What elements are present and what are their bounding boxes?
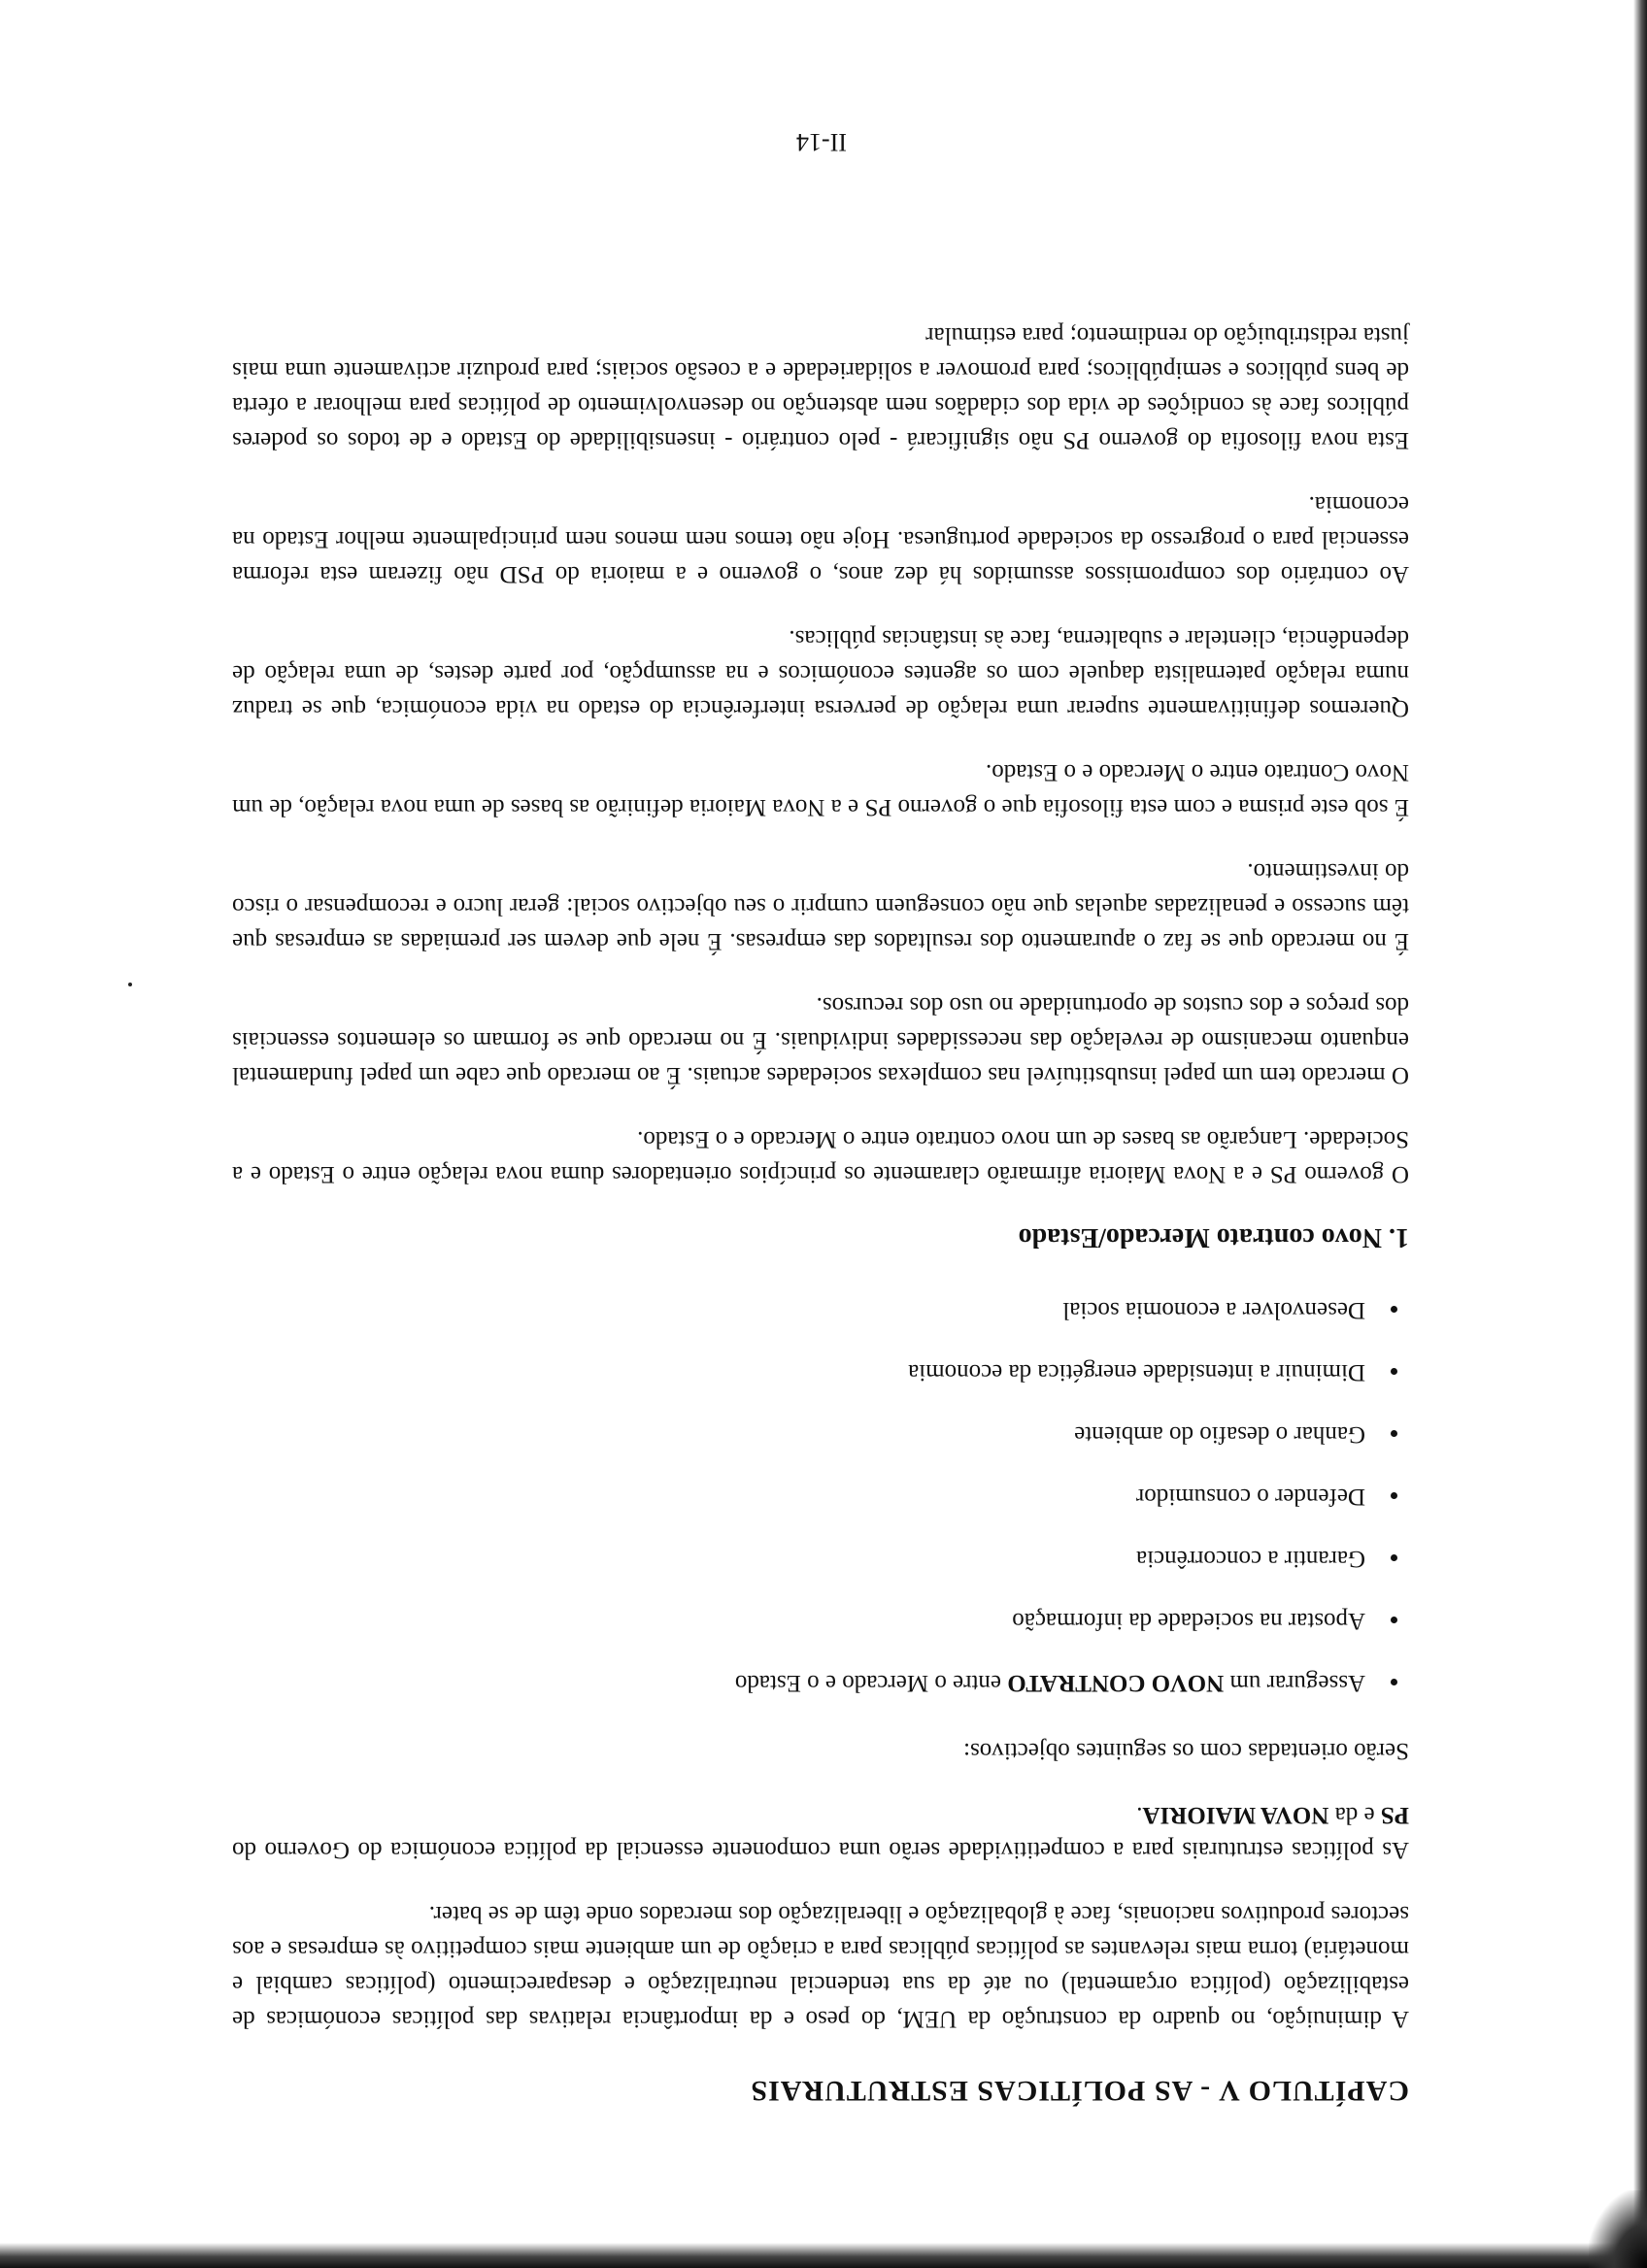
structural-policies-paragraph — [232, 1797, 1409, 1867]
list-item: Assegurar um NOVO CONTRATO entre o Mercado e o Estado — [232, 1665, 1409, 1700]
section-paragraph-6: Ao contrário dos compromissos assumidos há dez anos, o governo e a maioria do PSD não fizeram esta reforma essencial para o progresso da sociedade portuguesa. Hoje não temos nem menos nem principalmente melhor Estado na economia. — [232, 491, 1409, 588]
list-item: Ganhar o desafio do ambiente — [232, 1417, 1409, 1451]
section-paragraph-5: Queremos definitivamente superar uma relação de perversa interferência do estado na vida económica, que se traduz numa relação paternalista daquele com os agentes económicos e na assumpção, por parte destes, de uma relação de dependência, clientelar e subalterna, face às instâncias públicas. — [232, 625, 1409, 722]
list-item: Diminuir a intensidade energética da economia — [232, 1354, 1409, 1389]
structural-connector: e da — [1328, 1802, 1381, 1828]
nova-maioria-bold: NOVA MAIORIA — [1142, 1802, 1329, 1828]
scanner-edge-shadow-right — [1633, 0, 1647, 2268]
scanner-corner-shadow — [1589, 2190, 1647, 2268]
bullet-icon — [1391, 1492, 1397, 1499]
list-item: Garantir a concorrência — [232, 1541, 1409, 1576]
chapter-title: CAPÍTULO V - AS POLÍTICAS ESTRUTURAIS — [750, 2075, 1409, 2107]
bullet-icon — [1391, 1306, 1397, 1313]
section-paragraph-3: É no mercado que se faz o apuramento dos resultados das empresas. É nele que devem ser premiadas as empresas que têm sucesso e penalizadas aquelas que não conseguem cumprir o seu objectivo social: gerar lucro e recompensar o risco do investimento. — [232, 858, 1409, 955]
objectives-intro: Serão orientadas com os seguintes objectivos: — [963, 1738, 1409, 1764]
list-item: Desenvolver a economia social — [232, 1292, 1409, 1327]
objectives-list — [232, 1292, 1409, 1700]
page-number: II-14 — [796, 128, 847, 156]
section-paragraph-4: É sob este prisma e com esta filosofia que o governo PS e a Nova Maioria definirão as bases de uma nova relação, de um Novo Contrato entre o Mercado e o Estado. — [232, 759, 1409, 821]
structural-text: As políticas estruturais para a competitividade serão uma componente essencial da política económica do Governo do — [232, 1837, 1409, 1863]
list-item: Apostar na sociedade da informação — [232, 1603, 1409, 1638]
section-paragraph-2: O mercado tem um papel insubstituível nas complexas sociedades actuais. É ao mercado que cabe um papel fundamental enquanto mecanismo de revelação das necessidades individuais. É no mercado que se formam os elementos essenciais dos preços e dos custos de oportunidade no uso dos recursos. — [232, 992, 1409, 1089]
scan-speck — [128, 983, 132, 986]
section-paragraph-7: Esta nova filosofia do governo PS não significará - pelo contrário - insensibilidade do Estado e de todos os poderes públicos face às condições de vida dos cidadãos nem abstenção no desenvolvimento de políticas para melhorar a oferta de bens públicos e semipúblicos; para promover a solidariedade e a coesão sociais; para produzir activamente uma mais justa redistribuição do rendimento; para estimular — [232, 322, 1409, 454]
bullet-icon — [1391, 1430, 1397, 1437]
bullet-icon — [1391, 1368, 1397, 1375]
section-title: 1. Novo contrato Mercado/Estado — [1018, 1222, 1409, 1252]
structural-end: . — [1136, 1802, 1143, 1828]
scanner-edge-shadow-bottom — [0, 2243, 1647, 2268]
ps-bold: PS — [1380, 1802, 1409, 1828]
list-item: Defender o consumidor — [232, 1479, 1409, 1514]
bullet-icon — [1391, 1679, 1397, 1685]
page-content — [232, 288, 1409, 2108]
intro-paragraph: A diminuição, no quadro da construção da UEM, do peso e da importância relativas das políticas económicas de estabilização (política orçamental) ou até da sua tendencial neutralização e desaparecimento (políticas cambial e monetária) torna mais relevantes as políticas públicas para a criação de um ambiente mais competitivo às empresas e aos sectores produtivos nacionais, face à globalização e liberalização dos mercados onde têm de se bater. — [232, 1901, 1409, 2032]
section-paragraph-1: O governo PS e a Nova Maioria afirmarão claramente os princípios orientadores duma nova relação entre o Estado e a Sociedade. Lançarão as bases de um novo contrato entre o Mercado e o Estado. — [232, 1126, 1409, 1188]
bullet-icon — [1391, 1554, 1397, 1561]
bullet-icon — [1391, 1617, 1397, 1623]
